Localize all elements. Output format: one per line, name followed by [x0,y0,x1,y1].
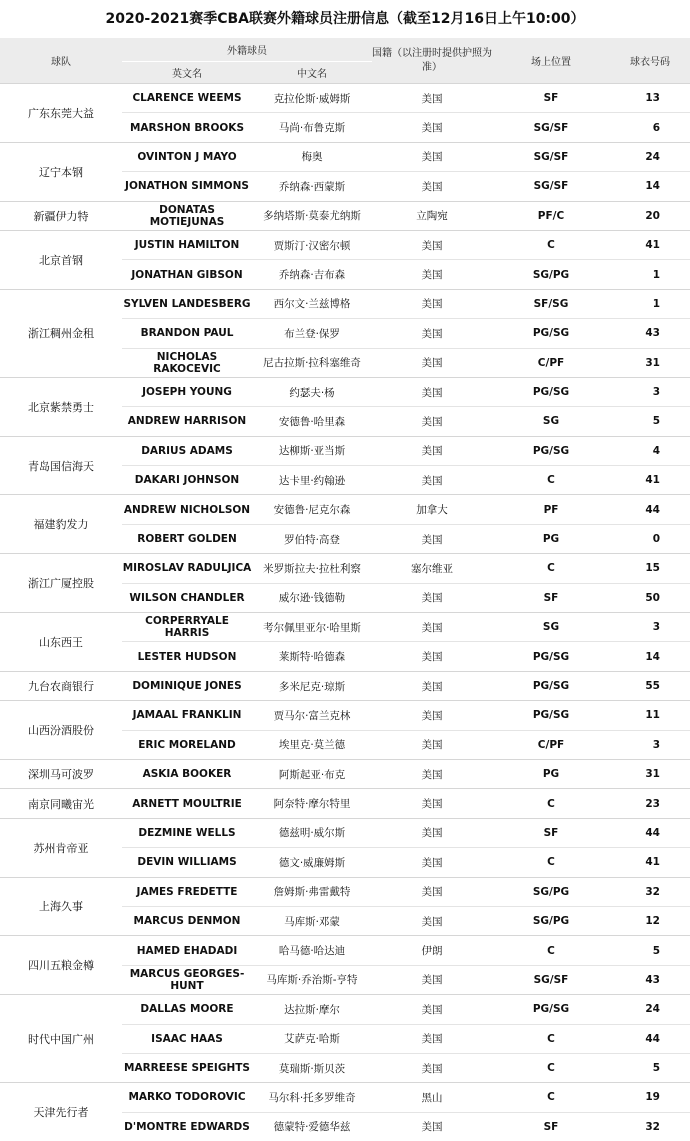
player-chinese-name: 哈马德·哈达迪 [252,936,372,965]
player-position: C [492,848,610,877]
player-position: PG/SG [492,671,610,700]
player-position: C [492,554,610,583]
header-jersey: 球衣号码 [610,38,690,84]
player-position: C [492,789,610,818]
team-name: 山东西王 [0,613,122,672]
player-nationality: 美国 [372,613,492,642]
player-nationality: 立陶宛 [372,201,492,230]
player-position: PG [492,524,610,553]
team-name: 广东东莞大益 [0,84,122,143]
player-chinese-name: 贾马尔·富兰克林 [252,701,372,730]
player-position: SG/SF [492,113,610,142]
player-chinese-name: 莫瑞斯·斯贝茨 [252,1053,372,1082]
team-name: 浙江广厦控股 [0,554,122,613]
player-chinese-name: 乔纳森·吉布森 [252,260,372,289]
player-position: SG/SF [492,172,610,201]
team-name: 苏州肯帝亚 [0,818,122,877]
player-nationality: 美国 [372,789,492,818]
player-english-name: MARCUS GEORGES-HUNT [122,965,252,994]
player-nationality: 美国 [372,289,492,318]
player-chinese-name: 达卡里·约翰逊 [252,466,372,495]
player-position: SG/SF [492,142,610,171]
table-row [0,671,690,700]
player-jersey-number: 19 [610,1083,690,1112]
team-name: 浙江稠州金租 [0,289,122,377]
player-english-name: ARNETT MOULTRIE [122,789,252,818]
table-row [0,201,690,230]
player-nationality: 美国 [372,877,492,906]
player-chinese-name: 考尔佩里亚尔·哈里斯 [252,613,372,642]
player-jersey-number: 44 [610,495,690,524]
player-position: SG [492,613,610,642]
player-nationality: 美国 [372,818,492,847]
team-name: 青岛国信海天 [0,436,122,495]
player-nationality: 美国 [372,1112,492,1141]
player-english-name: HAMED EHADADI [122,936,252,965]
player-chinese-name: 达柳斯·亚当斯 [252,436,372,465]
player-position: C [492,230,610,259]
player-english-name: CLARENCE WEEMS [122,84,252,113]
player-english-name: CORPERRYALE HARRIS [122,613,252,642]
player-jersey-number: 55 [610,671,690,700]
player-english-name: MARSHON BROOKS [122,113,252,142]
player-position: PG [492,759,610,788]
player-chinese-name: 德蒙特·爱德华兹 [252,1112,372,1141]
team-name: 辽宁本钢 [0,142,122,201]
team-name: 南京同曦宙光 [0,789,122,818]
table-row [0,142,690,171]
player-jersey-number: 41 [610,466,690,495]
player-nationality: 美国 [372,466,492,495]
player-jersey-number: 5 [610,936,690,965]
player-english-name: DAKARI JOHNSON [122,466,252,495]
table-row [0,377,690,406]
player-jersey-number: 0 [610,524,690,553]
header-chinese-name: 中文名 [252,62,372,84]
player-jersey-number: 3 [610,730,690,759]
player-nationality: 美国 [372,995,492,1024]
player-english-name: DEZMINE WELLS [122,818,252,847]
player-nationality: 美国 [372,906,492,935]
player-nationality: 美国 [372,759,492,788]
player-chinese-name: 阿斯起亚·布克 [252,759,372,788]
team-name: 北京首钢 [0,230,122,289]
table-row [0,495,690,524]
player-english-name: ANDREW NICHOLSON [122,495,252,524]
player-jersey-number: 14 [610,642,690,671]
player-nationality: 美国 [372,848,492,877]
header-nationality: 国籍（以注册时提供护照为准） [372,38,492,84]
player-english-name: ROBERT GOLDEN [122,524,252,553]
player-chinese-name: 尼古拉斯·拉科塞维奇 [252,348,372,377]
player-jersey-number: 43 [610,965,690,994]
player-english-name: JOSEPH YOUNG [122,377,252,406]
player-position: PG/SG [492,642,610,671]
player-nationality: 美国 [372,965,492,994]
player-nationality: 美国 [372,436,492,465]
player-position: C [492,1053,610,1082]
player-english-name: MARCUS DENMON [122,906,252,935]
table-row [0,84,690,113]
player-position: SF [492,583,610,612]
player-jersey-number: 14 [610,172,690,201]
player-position: SF/SG [492,289,610,318]
player-jersey-number: 24 [610,142,690,171]
team-name: 新疆伊力特 [0,201,122,230]
player-chinese-name: 德文·威廉姆斯 [252,848,372,877]
player-nationality: 加拿大 [372,495,492,524]
player-english-name: DARIUS ADAMS [122,436,252,465]
player-english-name: ASKIA BOOKER [122,759,252,788]
player-english-name: LESTER HUDSON [122,642,252,671]
table-body [0,84,690,1141]
player-jersey-number: 31 [610,348,690,377]
team-name: 山西汾酒股份 [0,701,122,760]
player-jersey-number: 44 [610,1024,690,1053]
player-jersey-number: 41 [610,230,690,259]
table-row [0,701,690,730]
player-english-name: MARREESE SPEIGHTS [122,1053,252,1082]
page-title: 2020-2021赛季CBA联赛外籍球员注册信息（截至12月16日上午10:00） [0,0,690,38]
player-position: SF [492,1112,610,1141]
player-nationality: 塞尔维亚 [372,554,492,583]
player-nationality: 美国 [372,84,492,113]
player-position: PG/SG [492,701,610,730]
player-english-name: JUSTIN HAMILTON [122,230,252,259]
player-chinese-name: 安德鲁·尼克尔森 [252,495,372,524]
player-english-name: JONATHON SIMMONS [122,172,252,201]
player-nationality: 美国 [372,583,492,612]
player-position: SG/PG [492,906,610,935]
player-chinese-name: 西尔文·兰兹博格 [252,289,372,318]
header-position: 场上位置 [492,38,610,84]
table-row [0,289,690,318]
player-chinese-name: 马库斯·邓蒙 [252,906,372,935]
player-chinese-name: 乔纳森·西蒙斯 [252,172,372,201]
team-name: 九台农商银行 [0,671,122,700]
player-english-name: NICHOLAS RAKOCEVIC [122,348,252,377]
player-position: C [492,936,610,965]
player-position: C [492,466,610,495]
player-chinese-name: 克拉伦斯·威姆斯 [252,84,372,113]
table-row [0,995,690,1024]
player-chinese-name: 多米尼克·琼斯 [252,671,372,700]
player-english-name: JONATHAN GIBSON [122,260,252,289]
player-nationality: 美国 [372,319,492,348]
player-english-name: MIROSLAV RADULJICA [122,554,252,583]
player-position: SG [492,407,610,436]
player-jersey-number: 32 [610,1112,690,1141]
foreign-player-table [0,38,690,1141]
table-row [0,759,690,788]
player-english-name: SYLVEN LANDESBERG [122,289,252,318]
table-header [0,38,690,84]
player-chinese-name: 埃里克·莫兰德 [252,730,372,759]
player-position: C [492,1083,610,1112]
player-position: PG/SG [492,377,610,406]
player-english-name: DOMINIQUE JONES [122,671,252,700]
player-nationality: 美国 [372,142,492,171]
player-jersey-number: 32 [610,877,690,906]
table-row [0,1083,690,1112]
player-nationality: 美国 [372,1024,492,1053]
table-row [0,613,690,642]
player-chinese-name: 莱斯特·哈德森 [252,642,372,671]
player-jersey-number: 1 [610,289,690,318]
player-jersey-number: 4 [610,436,690,465]
table-row [0,436,690,465]
player-english-name: ISAAC HAAS [122,1024,252,1053]
header-english-name: 英文名 [122,62,252,84]
player-jersey-number: 13 [610,84,690,113]
player-chinese-name: 罗伯特·高登 [252,524,372,553]
player-jersey-number: 23 [610,789,690,818]
player-chinese-name: 米罗斯拉夫·拉杜利察 [252,554,372,583]
player-jersey-number: 44 [610,818,690,847]
player-jersey-number: 3 [610,613,690,642]
player-nationality: 美国 [372,671,492,700]
player-english-name: MARKO TODOROVIC [122,1083,252,1112]
team-name: 福建豹发力 [0,495,122,554]
player-jersey-number: 1 [610,260,690,289]
player-jersey-number: 6 [610,113,690,142]
player-chinese-name: 马库斯·乔治斯-亨特 [252,965,372,994]
player-english-name: WILSON CHANDLER [122,583,252,612]
team-name: 深圳马可波罗 [0,759,122,788]
table-row [0,789,690,818]
player-english-name: DEVIN WILLIAMS [122,848,252,877]
player-position: PG/SG [492,319,610,348]
player-jersey-number: 31 [610,759,690,788]
player-chinese-name: 艾萨克·哈斯 [252,1024,372,1053]
player-jersey-number: 50 [610,583,690,612]
player-nationality: 美国 [372,377,492,406]
player-position: PF/C [492,201,610,230]
player-chinese-name: 阿奈特·摩尔特里 [252,789,372,818]
player-jersey-number: 12 [610,906,690,935]
table-row [0,554,690,583]
player-position: PG/SG [492,995,610,1024]
player-nationality: 美国 [372,260,492,289]
player-chinese-name: 詹姆斯·弗雷戴特 [252,877,372,906]
player-english-name: D'MONTRE EDWARDS [122,1112,252,1141]
player-jersey-number: 11 [610,701,690,730]
player-chinese-name: 马尚·布鲁克斯 [252,113,372,142]
player-position: SG/PG [492,877,610,906]
table-row [0,936,690,965]
player-jersey-number: 24 [610,995,690,1024]
player-position: SG/PG [492,260,610,289]
player-english-name: ANDREW HARRISON [122,407,252,436]
player-jersey-number: 3 [610,377,690,406]
player-nationality: 美国 [372,230,492,259]
player-jersey-number: 41 [610,848,690,877]
player-english-name: BRANDON PAUL [122,319,252,348]
player-english-name: JAMAAL FRANKLIN [122,701,252,730]
player-position: SG/SF [492,965,610,994]
header-foreign-player: 外籍球员 [122,38,372,62]
table-row [0,877,690,906]
player-nationality: 美国 [372,730,492,759]
player-jersey-number: 20 [610,201,690,230]
team-name: 天津先行者 [0,1083,122,1141]
player-chinese-name: 威尔逊·钱德勒 [252,583,372,612]
team-name: 北京紫禁勇士 [0,377,122,436]
player-chinese-name: 马尔科·托多罗维奇 [252,1083,372,1112]
team-name: 上海久事 [0,877,122,936]
player-position: C/PF [492,730,610,759]
player-chinese-name: 约瑟夫·杨 [252,377,372,406]
player-english-name: OVINTON J MAYO [122,142,252,171]
player-chinese-name: 多纳塔斯·莫泰尤纳斯 [252,201,372,230]
player-chinese-name: 梅奥 [252,142,372,171]
player-nationality: 美国 [372,701,492,730]
player-position: SF [492,84,610,113]
team-name: 四川五粮金樽 [0,936,122,995]
player-jersey-number: 5 [610,407,690,436]
player-position: C [492,1024,610,1053]
player-chinese-name: 德兹明·威尔斯 [252,818,372,847]
player-jersey-number: 15 [610,554,690,583]
player-english-name: JAMES FREDETTE [122,877,252,906]
player-nationality: 美国 [372,113,492,142]
player-chinese-name: 贾斯汀·汉密尔顿 [252,230,372,259]
player-chinese-name: 布兰登·保罗 [252,319,372,348]
player-english-name: ERIC MORELAND [122,730,252,759]
player-english-name: DONATAS MOTIEJUNAS [122,201,252,230]
header-team: 球队 [0,38,122,84]
team-name: 时代中国广州 [0,995,122,1083]
player-nationality: 美国 [372,407,492,436]
player-english-name: DALLAS MOORE [122,995,252,1024]
player-nationality: 美国 [372,1053,492,1082]
player-position: C/PF [492,348,610,377]
player-position: PF [492,495,610,524]
player-nationality: 美国 [372,524,492,553]
player-jersey-number: 5 [610,1053,690,1082]
player-nationality: 美国 [372,642,492,671]
table-row [0,818,690,847]
player-chinese-name: 安德鲁·哈里森 [252,407,372,436]
table-row [0,230,690,259]
player-chinese-name: 达拉斯·摩尔 [252,995,372,1024]
player-position: SF [492,818,610,847]
player-position: PG/SG [492,436,610,465]
player-nationality: 黑山 [372,1083,492,1112]
player-nationality: 伊朗 [372,936,492,965]
player-nationality: 美国 [372,172,492,201]
player-jersey-number: 43 [610,319,690,348]
player-nationality: 美国 [372,348,492,377]
